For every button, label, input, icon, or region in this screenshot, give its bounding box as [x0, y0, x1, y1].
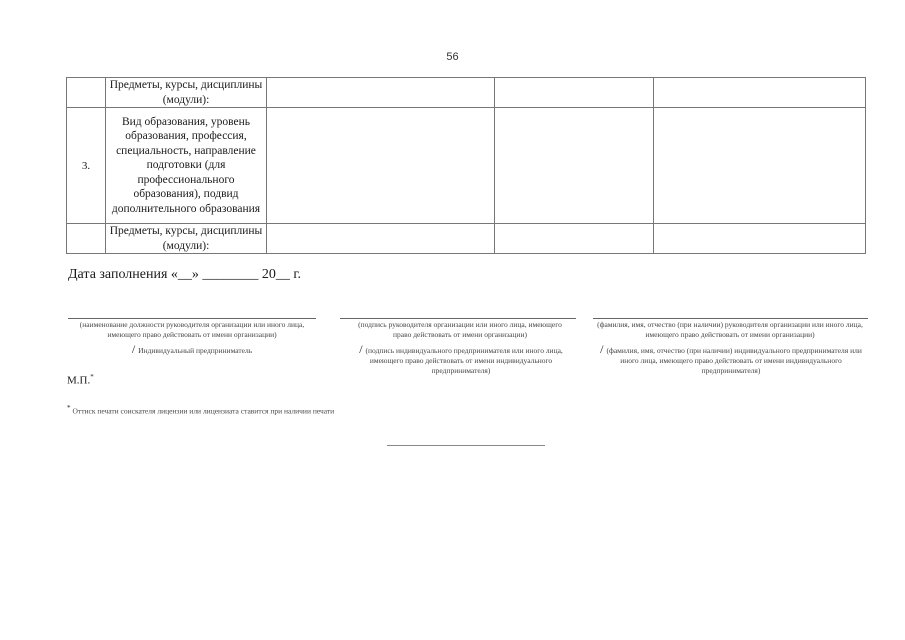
- empty-cell: [267, 108, 495, 224]
- table-row: [67, 78, 866, 108]
- entrepreneur-label: Индивидуальный предприниматель: [138, 346, 253, 355]
- footnote-text: Оттиск печати соискателя лицензии или лицензиата ставится при наличии печати: [72, 406, 335, 416]
- slash-mark: /: [131, 342, 136, 356]
- signature-line-position: [68, 318, 316, 319]
- empty-cell: [654, 224, 866, 254]
- row-label-cell: Вид образования, уровень образования, профессия, специальность, направление подготовки (для профессионального образования), подвид дополнительного образования: [106, 108, 267, 224]
- stamp-label: М.П.: [67, 374, 91, 387]
- stamp-place: [67, 373, 94, 387]
- table-row: [67, 108, 866, 224]
- empty-cell: [267, 78, 495, 108]
- empty-cell: [495, 78, 654, 108]
- signature-line-sign: [340, 318, 576, 319]
- row-number-cell: [67, 78, 106, 108]
- row-number-cell: 3.: [67, 108, 106, 224]
- footnote-marker: *: [90, 373, 94, 381]
- empty-cell: [495, 224, 654, 254]
- table-row: [67, 224, 866, 254]
- row-label-cell: Предметы, курсы, дисциплины (модули):: [106, 78, 267, 108]
- entrepreneur-name-label: (фамилия, имя, отчество (при наличии) индивидуального предпринимателя или иного лица, имеющего право действовать от имени индивидуального предпринимателя): [606, 346, 862, 375]
- empty-cell: [495, 108, 654, 224]
- page-number: 56: [446, 51, 459, 63]
- slash-mark: /: [359, 342, 363, 356]
- name-caption: (фамилия, имя, отчество (при наличии) руководителя организации или иного лица, имеющего право действовать от имени организации): [597, 320, 863, 339]
- entrepreneur-signature-caption: [352, 344, 570, 376]
- empty-cell: [267, 224, 495, 254]
- signature-caption: (подпись руководителя организации или иного лица, имеющего право действовать от имени организации): [358, 320, 562, 339]
- end-divider: [387, 445, 545, 446]
- fill-date-line: Дата заполнения «__» ________ 20__ г.: [68, 267, 302, 282]
- entrepreneur-caption: [64, 344, 320, 356]
- empty-cell: [654, 78, 866, 108]
- footnote-marker: *: [67, 404, 71, 412]
- position-caption: (наименование должности руководителя организации или иного лица, имеющего право действовать от имени организации): [79, 320, 305, 339]
- footnote: [67, 404, 334, 416]
- signature-line-name: [593, 318, 868, 319]
- entrepreneur-name-caption: [598, 344, 864, 376]
- row-number-cell: [67, 224, 106, 254]
- entrepreneur-signature-label: (подпись индивидуального предпринимателя или иного лица, имеющего право действовать от имени индивидуального предпринимателя): [365, 346, 563, 375]
- education-table: [66, 77, 866, 254]
- row-label-cell: Предметы, курсы, дисциплины (модули):: [106, 224, 267, 254]
- slash-mark: /: [600, 342, 604, 356]
- empty-cell: [654, 108, 866, 224]
